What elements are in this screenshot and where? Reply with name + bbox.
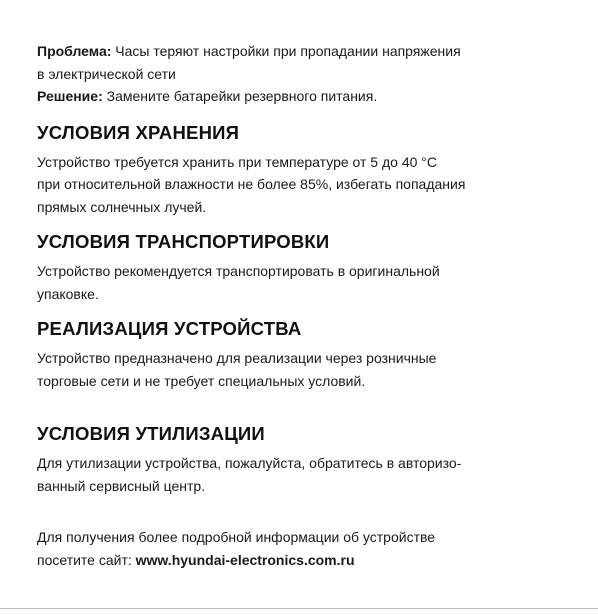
disposal-body xyxy=(37,452,577,497)
problem-text-line1: Часы теряют настройки при пропадании напряжения xyxy=(115,43,461,59)
solution-text: Замените батарейки резервного питания. xyxy=(106,88,378,104)
website-link[interactable]: www.hyundai-electronics.com.ru xyxy=(135,551,355,568)
storage-line: при относительной влажности не более 85%, избегать попадания xyxy=(37,176,466,192)
manual-page xyxy=(37,40,577,571)
problem-label: Проблема: xyxy=(37,43,112,59)
transport-line: упаковке. xyxy=(37,285,99,302)
info-line1: Для получения более подробной информации об устройстве xyxy=(37,529,436,545)
storage-heading: УСЛОВИЯ ХРАНЕНИЯ xyxy=(37,121,240,143)
disposal-line: Для утилизации устройства, пожалуйста, обратитесь в авторизо- xyxy=(37,455,462,471)
disposal-line: ванный сервисный центр. xyxy=(37,477,206,494)
sale-heading: РЕАЛИЗАЦИЯ УСТРОЙСТВА xyxy=(37,318,302,339)
storage-line: Устройство требуется хранить при температуре от 5 до 40 °С xyxy=(37,153,437,170)
problem-text-line2: в электрической сети xyxy=(37,65,176,82)
sale-body xyxy=(37,347,577,392)
bottom-divider xyxy=(0,608,598,609)
solution-label: Решение: xyxy=(37,88,103,104)
info-prefix: посетите сайт: xyxy=(37,551,132,568)
transport-line: Устройство рекомендуется транспортировать в оригинальной xyxy=(37,263,440,279)
transport-body xyxy=(37,260,577,305)
disposal-heading: УСЛОВИЯ УТИЛИЗАЦИИ xyxy=(37,423,265,444)
sale-line: торговые сети и не требует специальных условий. xyxy=(37,372,366,389)
problem-block xyxy=(37,40,577,108)
sale-line: Устройство предназначено для реализации через розничные xyxy=(37,350,437,366)
storage-body xyxy=(37,151,577,219)
storage-line: прямых солнечных лучей. xyxy=(37,198,207,215)
info-block xyxy=(37,526,577,571)
transport-heading: УСЛОВИЯ ТРАНСПОРТИРОВКИ xyxy=(37,231,330,252)
